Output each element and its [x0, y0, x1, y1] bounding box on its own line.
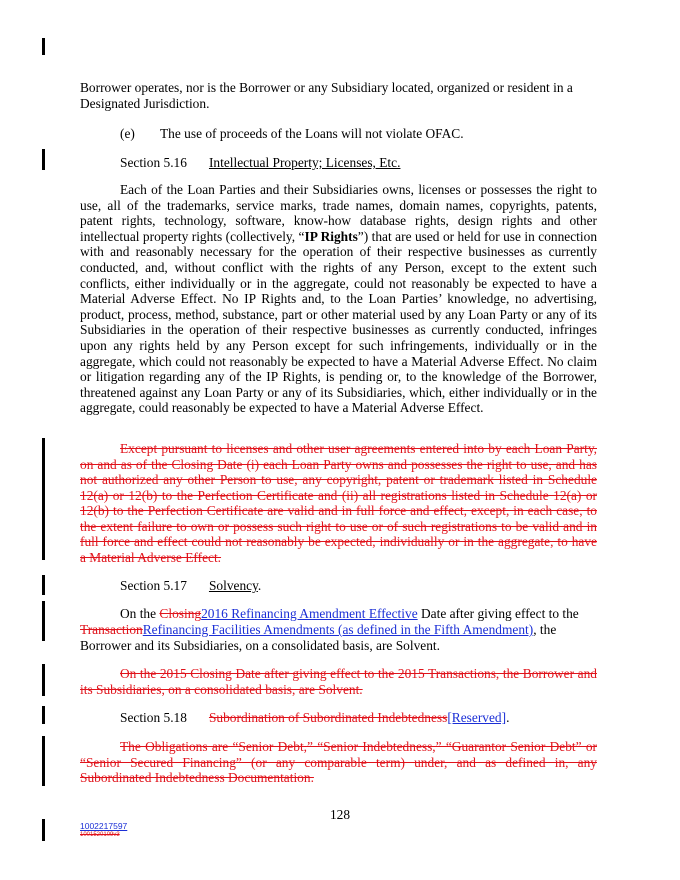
change-bar: [42, 601, 45, 641]
solvency-line-2: [80, 622, 556, 638]
change-bar: [42, 438, 45, 560]
text: Date after giving effect to the: [417, 606, 579, 621]
solvency-line-3: Borrower and its Subsidiaries, on a consolidated basis, are Solvent.: [80, 638, 440, 653]
item-e-label: (e): [120, 126, 135, 141]
change-bar: [42, 38, 45, 55]
section-title: Intellectual Property; Licenses, Etc.: [208, 155, 401, 170]
change-bar: [42, 736, 45, 786]
title-period: .: [257, 578, 262, 593]
text: On the: [120, 606, 160, 621]
title-period: .: [506, 710, 510, 725]
change-bar: [42, 706, 45, 724]
section-5-16-paragraph: [80, 182, 597, 416]
item-e: [120, 126, 464, 142]
continuation-line-2: Designated Jurisdiction.: [80, 96, 210, 111]
change-bar: [42, 664, 45, 696]
deleted-text: Closing: [159, 606, 202, 621]
section-title: Solvency: [208, 578, 258, 593]
continuation-line-1: Borrower operates, nor is the Borrower or any Subsidiary located, organized or resident in a: [80, 80, 573, 95]
deleted-paragraph-solvency: On the 2015 Closing Date after giving effect to the 2015 Transactions, the Borrower and its Subsidiaries, on a consolidated basis, are Solvent.: [80, 666, 597, 697]
item-e-text: The use of proceeds of the Loans will not violate OFAC.: [160, 126, 464, 141]
change-bar: [42, 149, 45, 170]
page-number: 128: [329, 807, 351, 822]
deleted-title: Subordination of Subordinated Indebtedness: [208, 710, 448, 725]
section-number: Section 5.17: [120, 578, 187, 593]
text: , the: [533, 622, 557, 637]
inserted-title: [Reserved]: [447, 710, 507, 725]
defined-term-ip-rights: IP Rights: [304, 228, 358, 244]
section-5-17-heading: [120, 578, 261, 594]
change-bar: [42, 575, 45, 595]
inserted-text: 2016 Refinancing Amendment Effective: [201, 606, 418, 621]
document-id-old: 1001520109v3: [80, 832, 120, 838]
inserted-text: Refinancing Facilities Amendments (as defined in the Fifth Amendment): [142, 622, 534, 637]
section-5-18-heading: [120, 710, 509, 726]
para-text: ”) that are used or held for use in connection with and reasonably necessary for the operation of their respective businesses as currently conducted, and, without conflict with the rights of any Person, except to the extent such conflicts, either individually or in the aggregate, could not reasonably be expected to have a Material Adverse Effect. No IP Rights and, to the Loan Parties’ knowledge, no advertising, product, process, method, substance, part or other material used by any Loan Party or any of its Subsidiaries in the operation of their respective businesses as currently conducted, infringes upon any rights held by any Person except for such infringements, individually or in the aggregate, which could not reasonably be expected to have a Material Adverse Effect. No claim or litigation regarding any of the IP Rights, is pending or, to the knowledge of the Borrower, threatened against any Loan Party or any of its Subsidiaries, which, either individually or in the aggregate, could reasonably be expected to have a Material Adverse Effect.: [80, 228, 598, 416]
section-number: Section 5.16: [120, 155, 187, 170]
document-id: 1002217597: [80, 821, 128, 831]
solvency-line-1: [120, 606, 579, 622]
deleted-paragraph-subordination: The Obligations are “Senior Debt,” “Senior Indebtedness,” “Guarantor Senior Debt” or “Senior Secured Financing” (or any comparable term) under, and as defined in, any Subordinated Indebtedness Documentation.: [80, 739, 597, 786]
deleted-paragraph-ip: Except pursuant to licenses and other user agreements entered into by each Loan Party, on and as of the Closing Date (i) each Loan Party owns and possesses the right to use, and has not authorized any other Person to use, any copyright, patent or trademark listed in Schedule 12(a) or 12(b) to the Perfection Certificate and (ii) all registrations listed in Schedule 12(a) or 12(b) to the Perfection Certificate are valid and in full force and effect, except, in each case, to the extent failure to own or possess such right to use or of such registrations to be valid and in full force and effect could not reasonably be expected, individually or in the aggregate, to have a Material Adverse Effect.: [80, 441, 597, 565]
deleted-text: Transaction: [80, 622, 143, 637]
section-5-16-heading: [120, 155, 400, 171]
para-text: Each of the Loan Parties and their Subsidiaries owns, licenses or possesses the right to use, all of the trademarks, service marks, trade names, domain names, copyrights, patents, patent rights, technology, software, know-how database rights, design rights and other intellectual property rights (collectively, “: [80, 182, 597, 244]
section-number: Section 5.18: [120, 710, 187, 725]
